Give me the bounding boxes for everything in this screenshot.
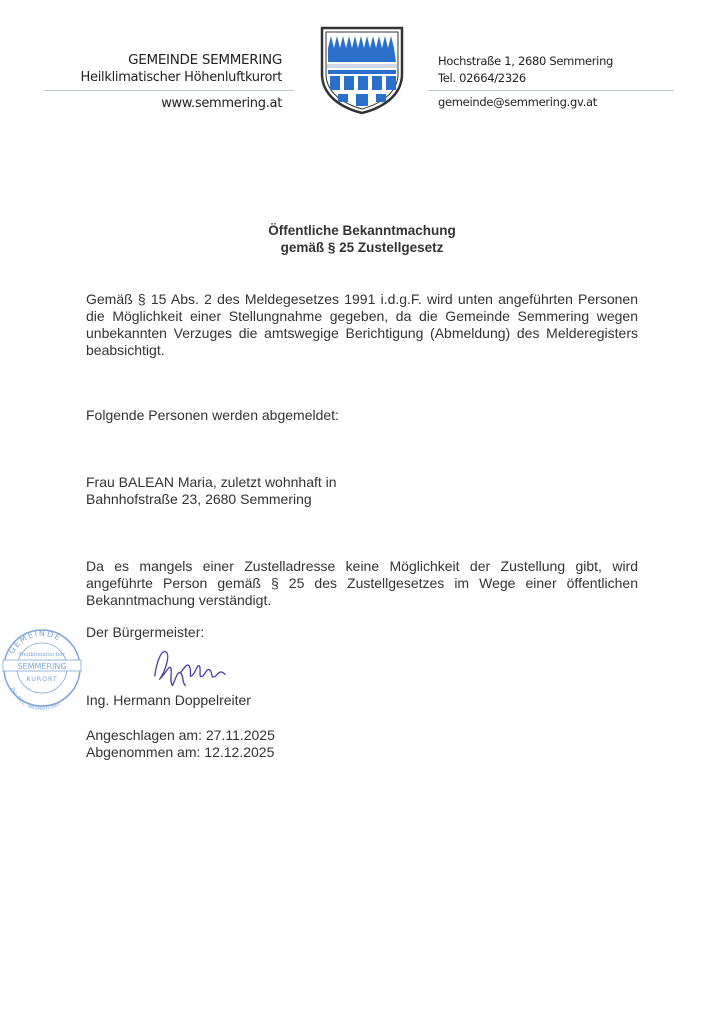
municipal-coat-of-arms-icon [320,26,404,114]
intro-paragraph: Gemäß § 15 Abs. 2 des Meldegesetzes 1991 i.d.g.F. wird unten angeführten Personen die Möglichkeit einer Stellungnahme gegeben, da die Gemeinde Semmering wegen unbekannten Verzuges die amtswegige Berichtigung (Abmeldung) des Melderegisters beabsichtigt. [86,291,638,358]
handwritten-signature-icon [150,644,230,688]
notice-title-line2: gemäß § 25 Zustellgesetz [280,240,444,255]
svg-text:Pol. Bez. Neunkirchen [9,687,62,712]
website-link[interactable]: www.semmering.at [161,96,282,111]
notice-title-line1: Öffentliche Bekanntmachung [268,223,456,238]
signatory-name: Ing. Hermann Doppelreiter [86,692,251,708]
phone-line: Tel. 02664/2326 [438,71,526,85]
persons-heading: Folgende Personen werden abgemeldet: [86,407,339,423]
posted-date: Angeschlagen am: 27.11.2025 [86,727,275,743]
person-address-line: Bahnhofstraße 23, 2680 Semmering [86,491,312,507]
delivery-paragraph: Da es mangels einer Zustelladresse keine Möglichkeit der Zustellung gibt, wird angeführte Person gemäß § 25 des Zustellgesetzes im Wege einer öffentlichen Bekanntmachung verständigt. [86,558,638,608]
removed-date: Abgenommen am: 12.12.2025 [86,744,275,760]
contact-block [438,53,613,87]
posting-dates [86,727,275,761]
seal-text-band: SEMMERING [17,662,67,671]
org-block [40,52,282,86]
org-subtitle: Heilklimatischer Höhenluftkurort [80,70,282,85]
seal-text-bottom: Pol. Bez. Neunkirchen [8,686,62,713]
email-link[interactable]: gemeinde@semmering.gv.at [438,95,597,109]
header-divider-left [44,90,294,91]
header-divider-right [428,90,674,91]
seal-text-small: Heilklimatischer [18,652,66,658]
seal-text-top: GEMEINDE [6,628,63,656]
person-entry [86,474,337,508]
seal-text-mid: KURORT [26,675,58,683]
person-name-line: Frau BALEAN Maria, zuletzt wohnhaft in [86,474,337,490]
notice-title [0,222,724,256]
official-stamp-icon [2,618,82,718]
org-name: GEMEINDE SEMMERING [128,52,282,68]
address-line: Hochstraße 1, 2680 Semmering [438,54,614,68]
signatory-role: Der Bürgermeister: [86,624,205,640]
